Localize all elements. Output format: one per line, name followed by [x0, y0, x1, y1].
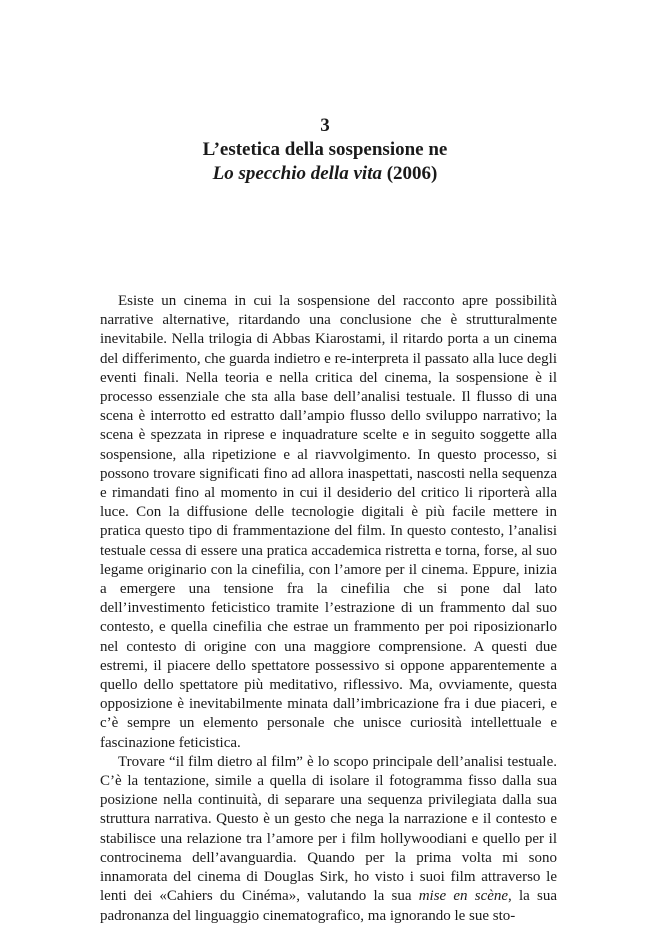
paragraph-2: [100, 753, 557, 926]
paragraph-2-text-b: , la sua padronanza del linguaggio cinematografico, ma ignorando le sue sto-: [100, 888, 557, 924]
chapter-heading: [0, 114, 650, 186]
body-text: [100, 292, 557, 926]
paragraph-2-italic: mise en scène: [418, 888, 509, 905]
chapter-number: 3: [320, 115, 330, 136]
chapter-title-line-1: L’estetica della sospensione ne: [202, 139, 448, 160]
paragraph-2-text-a: Trovare “il film dietro al film” è lo scopo principale dell’analisi testuale. C’è la tentazione, simile a quella di isolare il fotogramma fisso dalla sua posizione nella continuità, di separare una sequenza privilegiata dalla sua struttura narrativa. Questo è un gesto che nega la narrazione e il contesto e stabilisce una relazione tra l’amore per i film hollywoodiani e quello per il controcinema dell’avanguardia. Quando per la prima volta mi sono innamorata del cinema di Douglas Sirk, ho visto i suoi film attraverso le lenti dei «Cahiers du Cinéma», valutando la sua: [100, 753, 557, 905]
paragraph-1: Esiste un cinema in cui la sospensione del racconto apre possibilità narrative alternative, ritardando una conclusione che è strutturalmente inevitabile. Nella trilogia di Abbas Kiarostami, il ritardo porta a un cinema del differimento, che guarda indietro e re-interpreta il passato alla luce degli eventi finali. Nella teoria e nella critica del cinema, la sospensione è il processo essenziale che sta alla base dell’analisi testuale. Il flusso di una scena è interrotto ed estratto dall’ampio flusso dello sviluppo narrativo; la scena è spezzata in riprese e inquadrature scelte e in seguito soggette alla sospensione, alla ripetizione e al riavvolgimento. In questo processo, si possono trovare significati fino ad allora inaspettati, nascosti nella sequenza e rimandati fino al momento in cui il desiderio del critico li riporterà alla luce. Con la diffusione delle tecnologie digitali è più facile mettere in pratica questo tipo di frammentazione del film. In questo contesto, l’analisi testuale cessa di essere una pratica accademica ristretta e torna, forse, al suo legame originario con la cinefilia, con l’amore per il cinema. Eppure, inizia a emergere una tensione fra la cinefilia che si pone dal lato dell’investimento feticistico tramite l’estrazione di un frammento dal suo contesto, e quella cinefilia che estrae un frammento per poi riposizionarlo nel contesto di origine con una maggiore comprensione. A questi due estremi, il piacere dello spettatore possessivo si oppone apparentemente a quello dello spettatore più meditativo, riflessivo. Ma, ovviamente, questa opposizione è inevitabilmente minata dall’imbricazione fra i due piaceri, e c’è sempre un elemento personale che unisce curiosità intellettuale e fascinazione feticistica.: [100, 293, 557, 751]
chapter-title-line-2: [0, 162, 650, 186]
film-year: (2006): [386, 163, 438, 184]
film-title: Lo specchio della vita: [212, 163, 382, 184]
